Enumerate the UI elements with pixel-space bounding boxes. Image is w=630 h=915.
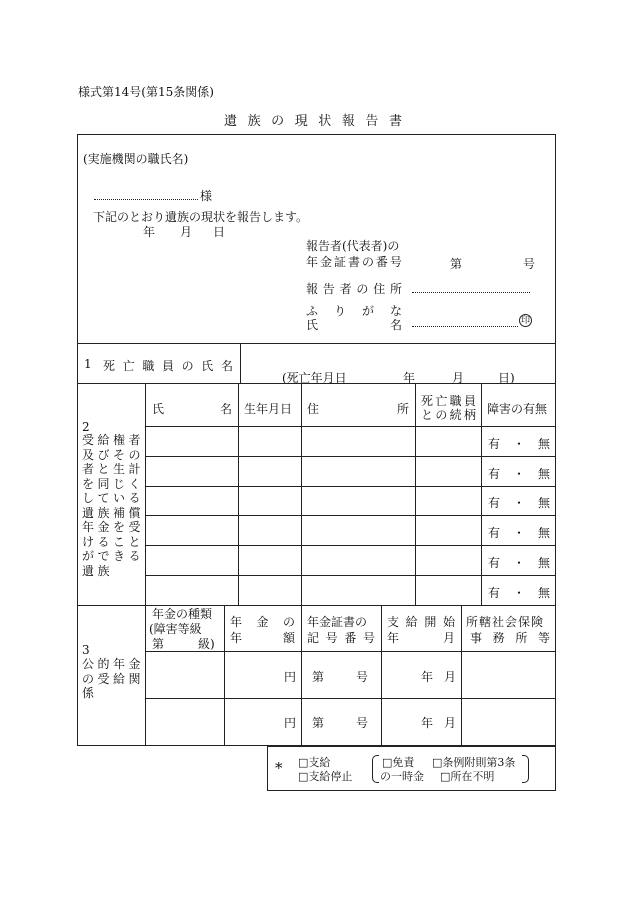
reporter-address-field[interactable]: [412, 292, 530, 293]
death-date-label: (死亡年月日: [282, 371, 347, 385]
row-line: [145, 456, 556, 457]
disability-no[interactable]: 無: [538, 496, 551, 510]
col-divider-birth: [238, 383, 239, 605]
disability-yes[interactable]: 有: [488, 467, 501, 481]
col-header-start-line1: 支 給 開 始: [387, 615, 455, 629]
start-month: 月: [444, 670, 457, 684]
right-brace: [522, 755, 529, 783]
death-date-day: 日): [498, 371, 515, 385]
disability-no[interactable]: 無: [538, 526, 551, 540]
table-row: [488, 465, 550, 482]
cert-dai: 第: [312, 716, 325, 730]
institution-label: (実施機関の職氏名): [83, 152, 189, 166]
col-header-address: 住 所: [307, 402, 409, 416]
col-header-relation-line1: 死 亡 職 員: [421, 394, 476, 408]
separator-dot: ・: [513, 586, 526, 600]
report-date-year: 年: [143, 225, 156, 239]
start-month: 月: [444, 716, 457, 730]
row-line: [145, 515, 556, 516]
furigana-label: ふ り が な: [306, 304, 402, 318]
separator-dot: ・: [513, 437, 526, 451]
section3-label-divider: [145, 605, 146, 746]
disability-yes[interactable]: 有: [488, 526, 501, 540]
section3-header-bottom: [145, 651, 556, 652]
option-supplementary-art3[interactable]: □条例附則第3条: [432, 756, 516, 769]
reporter-name-field[interactable]: [412, 326, 518, 327]
reporter-cert-label-line1: 報告者(代表者)の: [306, 239, 400, 253]
col-header-pension-kind-line1: 年金の種類: [152, 607, 213, 621]
report-date-month: 月: [180, 225, 193, 239]
row-line: [145, 698, 556, 699]
reporter-name-label: 氏 名: [306, 318, 402, 332]
option-whereabouts-unknown[interactable]: □所在不明: [440, 770, 495, 783]
option-payment[interactable]: □支給: [298, 756, 331, 769]
start-year: 年: [421, 670, 434, 684]
cert-dai: 第: [312, 670, 325, 684]
lump-sum-text: の一時金: [380, 770, 424, 783]
section2-number: 2: [82, 420, 90, 434]
separator-dot: ・: [513, 556, 526, 570]
option-payment-stop[interactable]: □支給停止: [298, 770, 353, 783]
table-row: [488, 524, 550, 541]
form-title: 遺 族 の 現 状 報 告 書: [224, 114, 402, 129]
col-header-amount-line1: 年 金 の: [230, 615, 295, 629]
statement-text: 下記のとおり遺族の現状を報告します。: [93, 210, 309, 224]
yen-unit: 円: [284, 716, 297, 730]
report-date-day: 日: [213, 225, 226, 239]
section2-label: 受給権者 及びその 者と生計 を同じく している 遺族補償 年金を受 けること ができる 遺族: [82, 433, 145, 578]
row-line: [145, 486, 556, 487]
table-row: [488, 435, 550, 452]
col-header-amount-line2: 年 額: [230, 631, 295, 645]
section1-divider: [240, 343, 241, 383]
section3-label: 公的年金 の受給関 係: [82, 657, 145, 700]
col-divider-disability: [481, 383, 482, 605]
col-header-cert-line1: 年金証書の: [307, 615, 368, 629]
disability-no[interactable]: 無: [538, 437, 551, 451]
row-line: [145, 575, 556, 576]
col-divider-start: [381, 605, 382, 746]
left-brace: [372, 755, 379, 783]
col-divider-office: [461, 605, 462, 746]
col-header-office-line1: 所轄社会保険: [466, 615, 545, 629]
disability-yes[interactable]: 有: [488, 496, 501, 510]
section2-label-divider: [145, 383, 146, 605]
separator-dot: ・: [513, 496, 526, 510]
section3-top-line: [77, 605, 556, 606]
form-number: 様式第14号(第15条関係): [78, 85, 214, 99]
cert-number-dai: 第: [450, 257, 463, 271]
section1-label: 死 亡 職 員 の 氏 名: [103, 359, 233, 373]
yen-unit: 円: [284, 670, 297, 684]
col-header-relation-line2: と の 続 柄: [421, 408, 476, 422]
reporter-address-label: 報 告 者 の 住 所: [306, 282, 402, 296]
seal-mark-icon: 印: [520, 316, 530, 326]
col-header-start-line2: 年 月: [387, 631, 455, 645]
cert-go: 号: [356, 716, 369, 730]
col-header-birthdate: 生年月日: [244, 402, 293, 416]
reporter-cert-label-line2: 年 金 証 書 の 番 号: [306, 255, 402, 269]
option-exempt[interactable]: □免責: [382, 756, 415, 769]
row-line: [145, 545, 556, 546]
disability-yes[interactable]: 有: [488, 556, 501, 570]
disability-no[interactable]: 無: [538, 467, 551, 481]
section1-number: 1: [84, 357, 92, 371]
start-year: 年: [421, 716, 434, 730]
section3-number: 3: [82, 643, 90, 657]
disability-no[interactable]: 無: [538, 586, 551, 600]
disability-no[interactable]: 無: [538, 556, 551, 570]
disability-yes[interactable]: 有: [488, 586, 501, 600]
section2-top-line: [77, 383, 556, 384]
col-header-office-line2: 事 務 所 等: [470, 631, 550, 645]
col-header-pension-kind-line2: (障害等級: [149, 622, 202, 636]
asterisk: *: [275, 759, 283, 777]
cert-number-go: 号: [523, 257, 536, 271]
section1-top-line: [77, 343, 556, 344]
institution-name-field[interactable]: [94, 199, 198, 200]
disability-yes[interactable]: 有: [488, 437, 501, 451]
table-row: [488, 494, 550, 511]
col-divider-amount: [224, 605, 225, 746]
section2-header-bottom: [145, 426, 556, 427]
table-row: [488, 554, 550, 571]
col-divider-address: [301, 383, 302, 605]
table-row: [488, 584, 550, 601]
col-header-grade-kyu: 級): [198, 637, 215, 651]
col-divider-cert: [301, 605, 302, 746]
cert-go: 号: [356, 670, 369, 684]
honorific: 様: [200, 189, 213, 203]
death-date-month: 月: [452, 371, 465, 385]
death-date-year: 年: [403, 371, 416, 385]
col-divider-relation: [415, 383, 416, 605]
col-header-cert-line2: 記 号 番 号: [307, 631, 375, 645]
separator-dot: ・: [513, 526, 526, 540]
col-header-grade-dai: 第: [152, 637, 165, 651]
separator-dot: ・: [513, 467, 526, 481]
col-header-name: 氏 名: [152, 402, 232, 416]
col-header-disability: 障害の有無: [487, 402, 548, 416]
